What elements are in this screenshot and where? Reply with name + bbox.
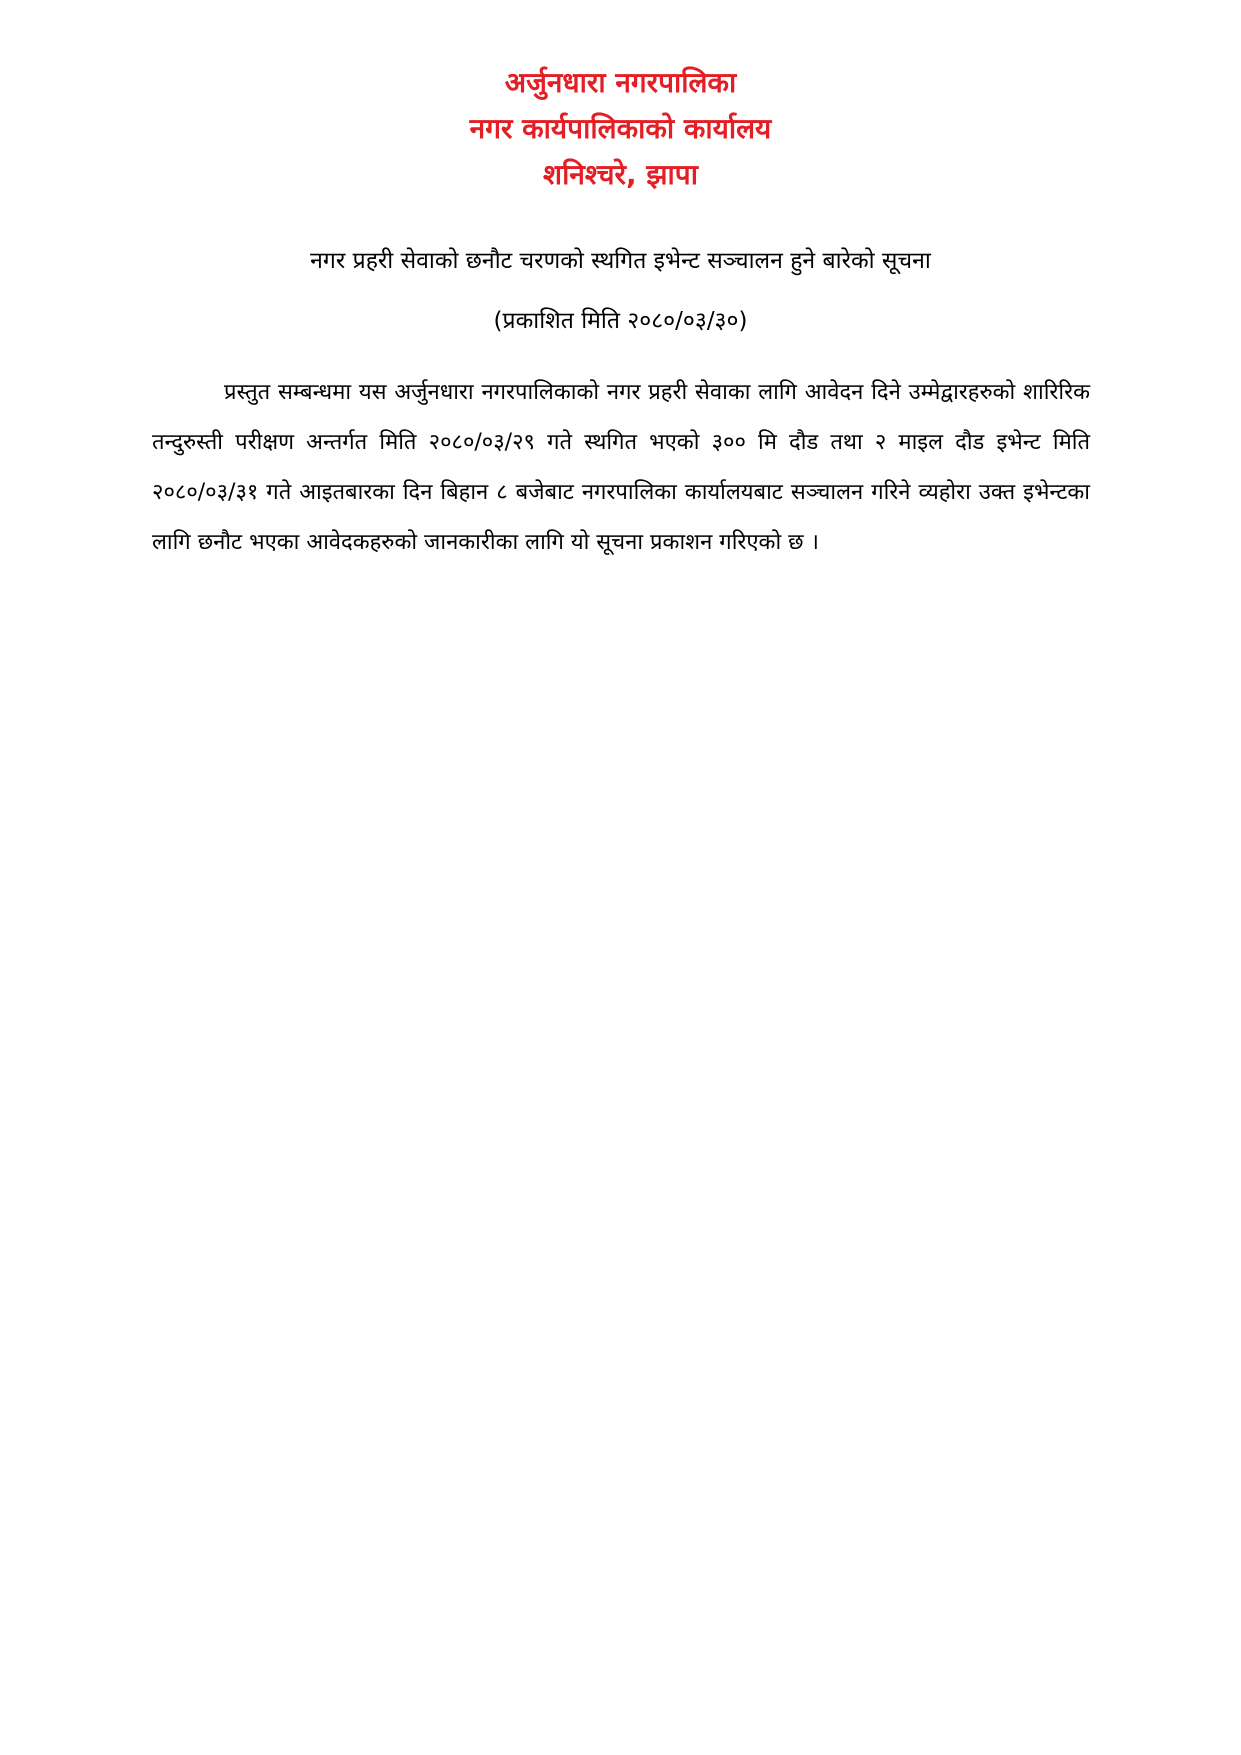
office-name: नगर कार्यपालिकाको कार्यालय <box>469 112 772 145</box>
notice-body: प्रस्तुत सम्बन्धमा यस अर्जुनधारा नगरपालिकाको नगर प्रहरी सेवाका लागि आवेदन दिने उम्मेद्वारहरुको शारिरिक तन्दुरुस्ती परीक्षण अन्तर्गत मिति २०८०/०३/२९ गते स्थगित भएको ३०० मि दौड तथा २ माइल दौड इभेन्ट मिति २०८०/०३/३१ गते आइतबारका दिन बिहान ८ बजेबाट नगरपालिका कार्यालयबाट सञ्चालन गरिने व्यहोरा उक्त इभेन्टका लागि छनौट भएका आवेदकहरुको जानकारीका लागि यो सूचना प्रकाशन गरिएको छ । <box>152 380 1090 555</box>
notice-title: नगर प्रहरी सेवाको छनौट चरणको स्थगित इभेन्ट सञ्चालन हुने बारेको सूचना <box>310 248 931 274</box>
municipality-name: अर्जुनधारा नगरपालिका <box>504 66 737 99</box>
letterhead <box>0 60 1241 198</box>
published-date: (प्रकाशित मिति २०८०/०३/३०) <box>493 308 748 334</box>
office-address: शनिश्चरे, झापा <box>543 158 698 191</box>
